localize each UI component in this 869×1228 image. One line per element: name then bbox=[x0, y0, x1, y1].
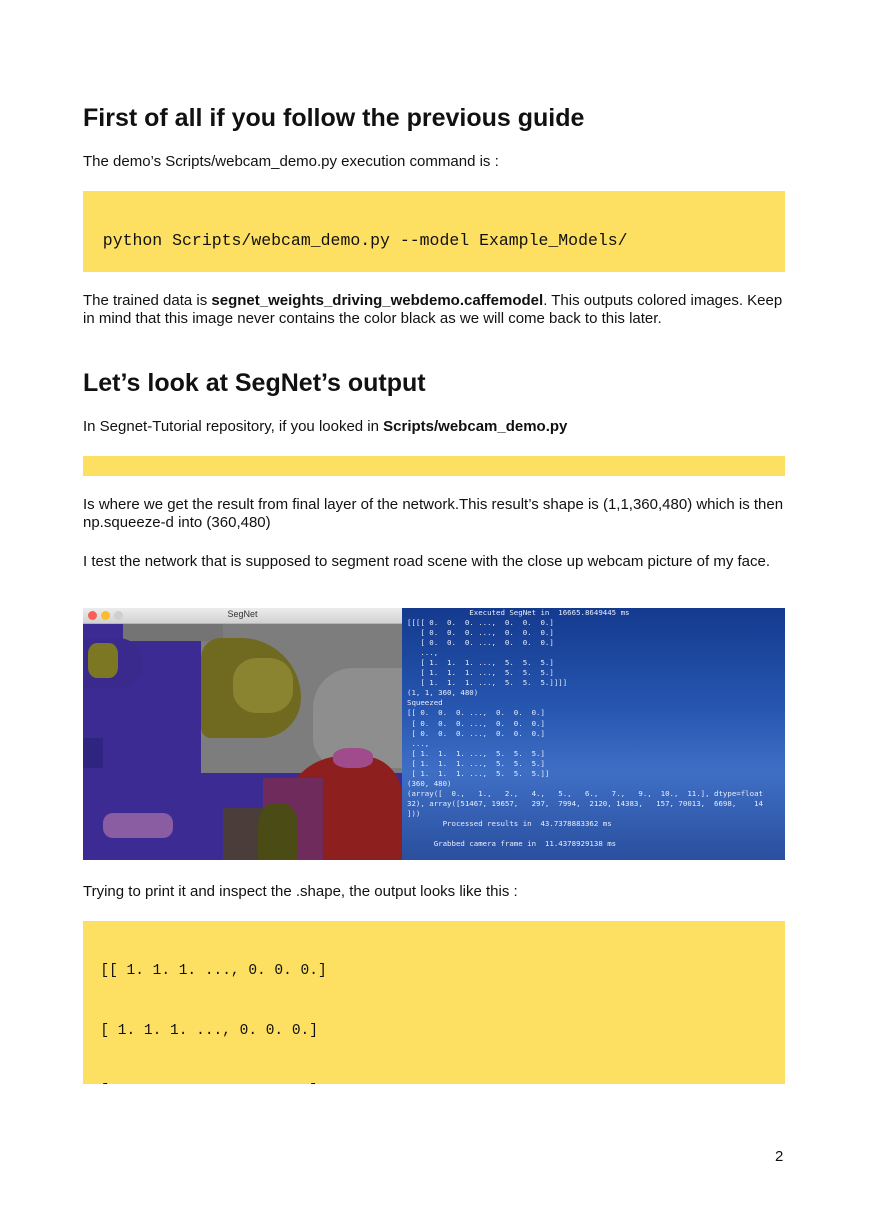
section-heading-segnet-output: Let’s look at SegNet’s output bbox=[83, 369, 426, 397]
code-line: python Scripts/webcam_demo.py --model Example_Models/ bbox=[83, 231, 628, 250]
segmentation-region bbox=[88, 643, 118, 678]
window-title: SegNet bbox=[227, 609, 258, 619]
terminal-line: [[[[ 0. 0. 0. ..., 0. 0. 0.] bbox=[407, 618, 554, 628]
terminal-line: ..., bbox=[407, 648, 439, 658]
code-line bbox=[83, 1081, 785, 1084]
terminal-line: [ 1. 1. 1. ..., 5. 5. 5.] bbox=[407, 668, 554, 678]
shape-inspect-paragraph: Trying to print it and inspect the .shape, the output looks like this : bbox=[83, 883, 518, 900]
trained-data-paragraph bbox=[83, 292, 788, 328]
trained-weights-filename: segnet_weights_driving_webdemo.caffemodel bbox=[211, 292, 544, 309]
terminal-line: [ 1. 1. 1. ..., 5. 5. 5.]]]] bbox=[407, 678, 568, 688]
result-shape-paragraph: Is where we get the result from final layer of the network.This result’s shape is (1,1,360,480) which is then np.squeeze-d into (360,480) bbox=[83, 496, 784, 531]
terminal-line: (array([ 0., 1., 2., 4., 5., 6., 7., 9., 10., 11.], dtype=float bbox=[407, 788, 763, 798]
command-code-block bbox=[83, 191, 785, 272]
terminal-window bbox=[402, 608, 785, 860]
code-line: [[ 1. 1. 1. ..., 0. 0. 0.] bbox=[83, 963, 327, 979]
terminal-output bbox=[407, 608, 763, 849]
terminal-line: Executed SegNet in 16665.8649445 ms bbox=[407, 608, 630, 617]
code-line: [ 1. 1. 1. ..., 0. 0. 0.] bbox=[83, 1023, 318, 1039]
test-description-paragraph: I test the network that is supposed to segment road scene with the close up webcam picture of my face. bbox=[83, 553, 771, 570]
squeeze-code-block bbox=[83, 456, 785, 476]
demo-command-intro: The demo’s Scripts/webcam_demo.py execution command is : bbox=[83, 153, 499, 170]
repository-text: In Segnet-Tutorial repository, if you looked in bbox=[83, 418, 384, 435]
terminal-line: ..., bbox=[407, 738, 430, 748]
window-titlebar bbox=[83, 608, 402, 624]
terminal-line: (1, 1, 360, 480) bbox=[407, 688, 479, 698]
terminal-line: ])) bbox=[407, 808, 421, 818]
terminal-line: [ 1. 1. 1. ..., 5. 5. 5.] bbox=[407, 748, 545, 758]
segmentation-region bbox=[83, 738, 103, 768]
segnet-window bbox=[83, 608, 402, 860]
segnet-screenshot bbox=[83, 608, 785, 860]
trained-text-end: . This outputs colored images. Keep in mind that this image never contains the color black as we will come back to this later. bbox=[83, 292, 783, 327]
terminal-line: (360, 480) bbox=[407, 778, 452, 788]
segmentation-region bbox=[333, 748, 373, 768]
terminal-line: [ 1. 1. 1. ..., 5. 5. 5.] bbox=[407, 658, 554, 668]
shape-output-code-block bbox=[83, 921, 785, 1084]
script-filename: Scripts/webcam_demo.py bbox=[383, 418, 568, 435]
segmentation-region bbox=[123, 623, 223, 641]
terminal-line: [[ 0. 0. 0. ..., 0. 0. 0.] bbox=[407, 708, 545, 718]
section-heading-previous-guide: First of all if you follow the previous guide bbox=[83, 104, 585, 132]
terminal-line: [ 1. 1. 1. ..., 5. 5. 5.]] bbox=[407, 768, 550, 778]
terminal-line: [ 1. 1. 1. ..., 5. 5. 5.] bbox=[407, 758, 545, 768]
terminal-line: [ 0. 0. 0. ..., 0. 0. 0.] bbox=[407, 728, 545, 738]
page-number: 2 bbox=[775, 1148, 784, 1165]
terminal-line: [ 0. 0. 0. ..., 0. 0. 0.] bbox=[407, 638, 554, 648]
terminal-line: Grabbed camera frame in 11.4378929138 ms bbox=[407, 839, 617, 849]
segmentation-region bbox=[103, 813, 173, 838]
terminal-line: Squeezed bbox=[407, 698, 443, 708]
trained-text-start: The trained data is bbox=[83, 292, 212, 309]
terminal-line: [ 0. 0. 0. ..., 0. 0. 0.] bbox=[407, 628, 554, 638]
segmentation-region bbox=[258, 803, 298, 860]
repository-paragraph bbox=[83, 418, 788, 436]
terminal-line: 32), array([51467, 19657, 297, 7994, 2120, 14383, 157, 70013, 6698, 14 bbox=[407, 798, 763, 808]
segmentation-region bbox=[233, 658, 293, 713]
terminal-line: [ 0. 0. 0. ..., 0. 0. 0.] bbox=[407, 718, 545, 728]
terminal-line: Processed results in 43.7378883362 ms bbox=[407, 818, 612, 828]
